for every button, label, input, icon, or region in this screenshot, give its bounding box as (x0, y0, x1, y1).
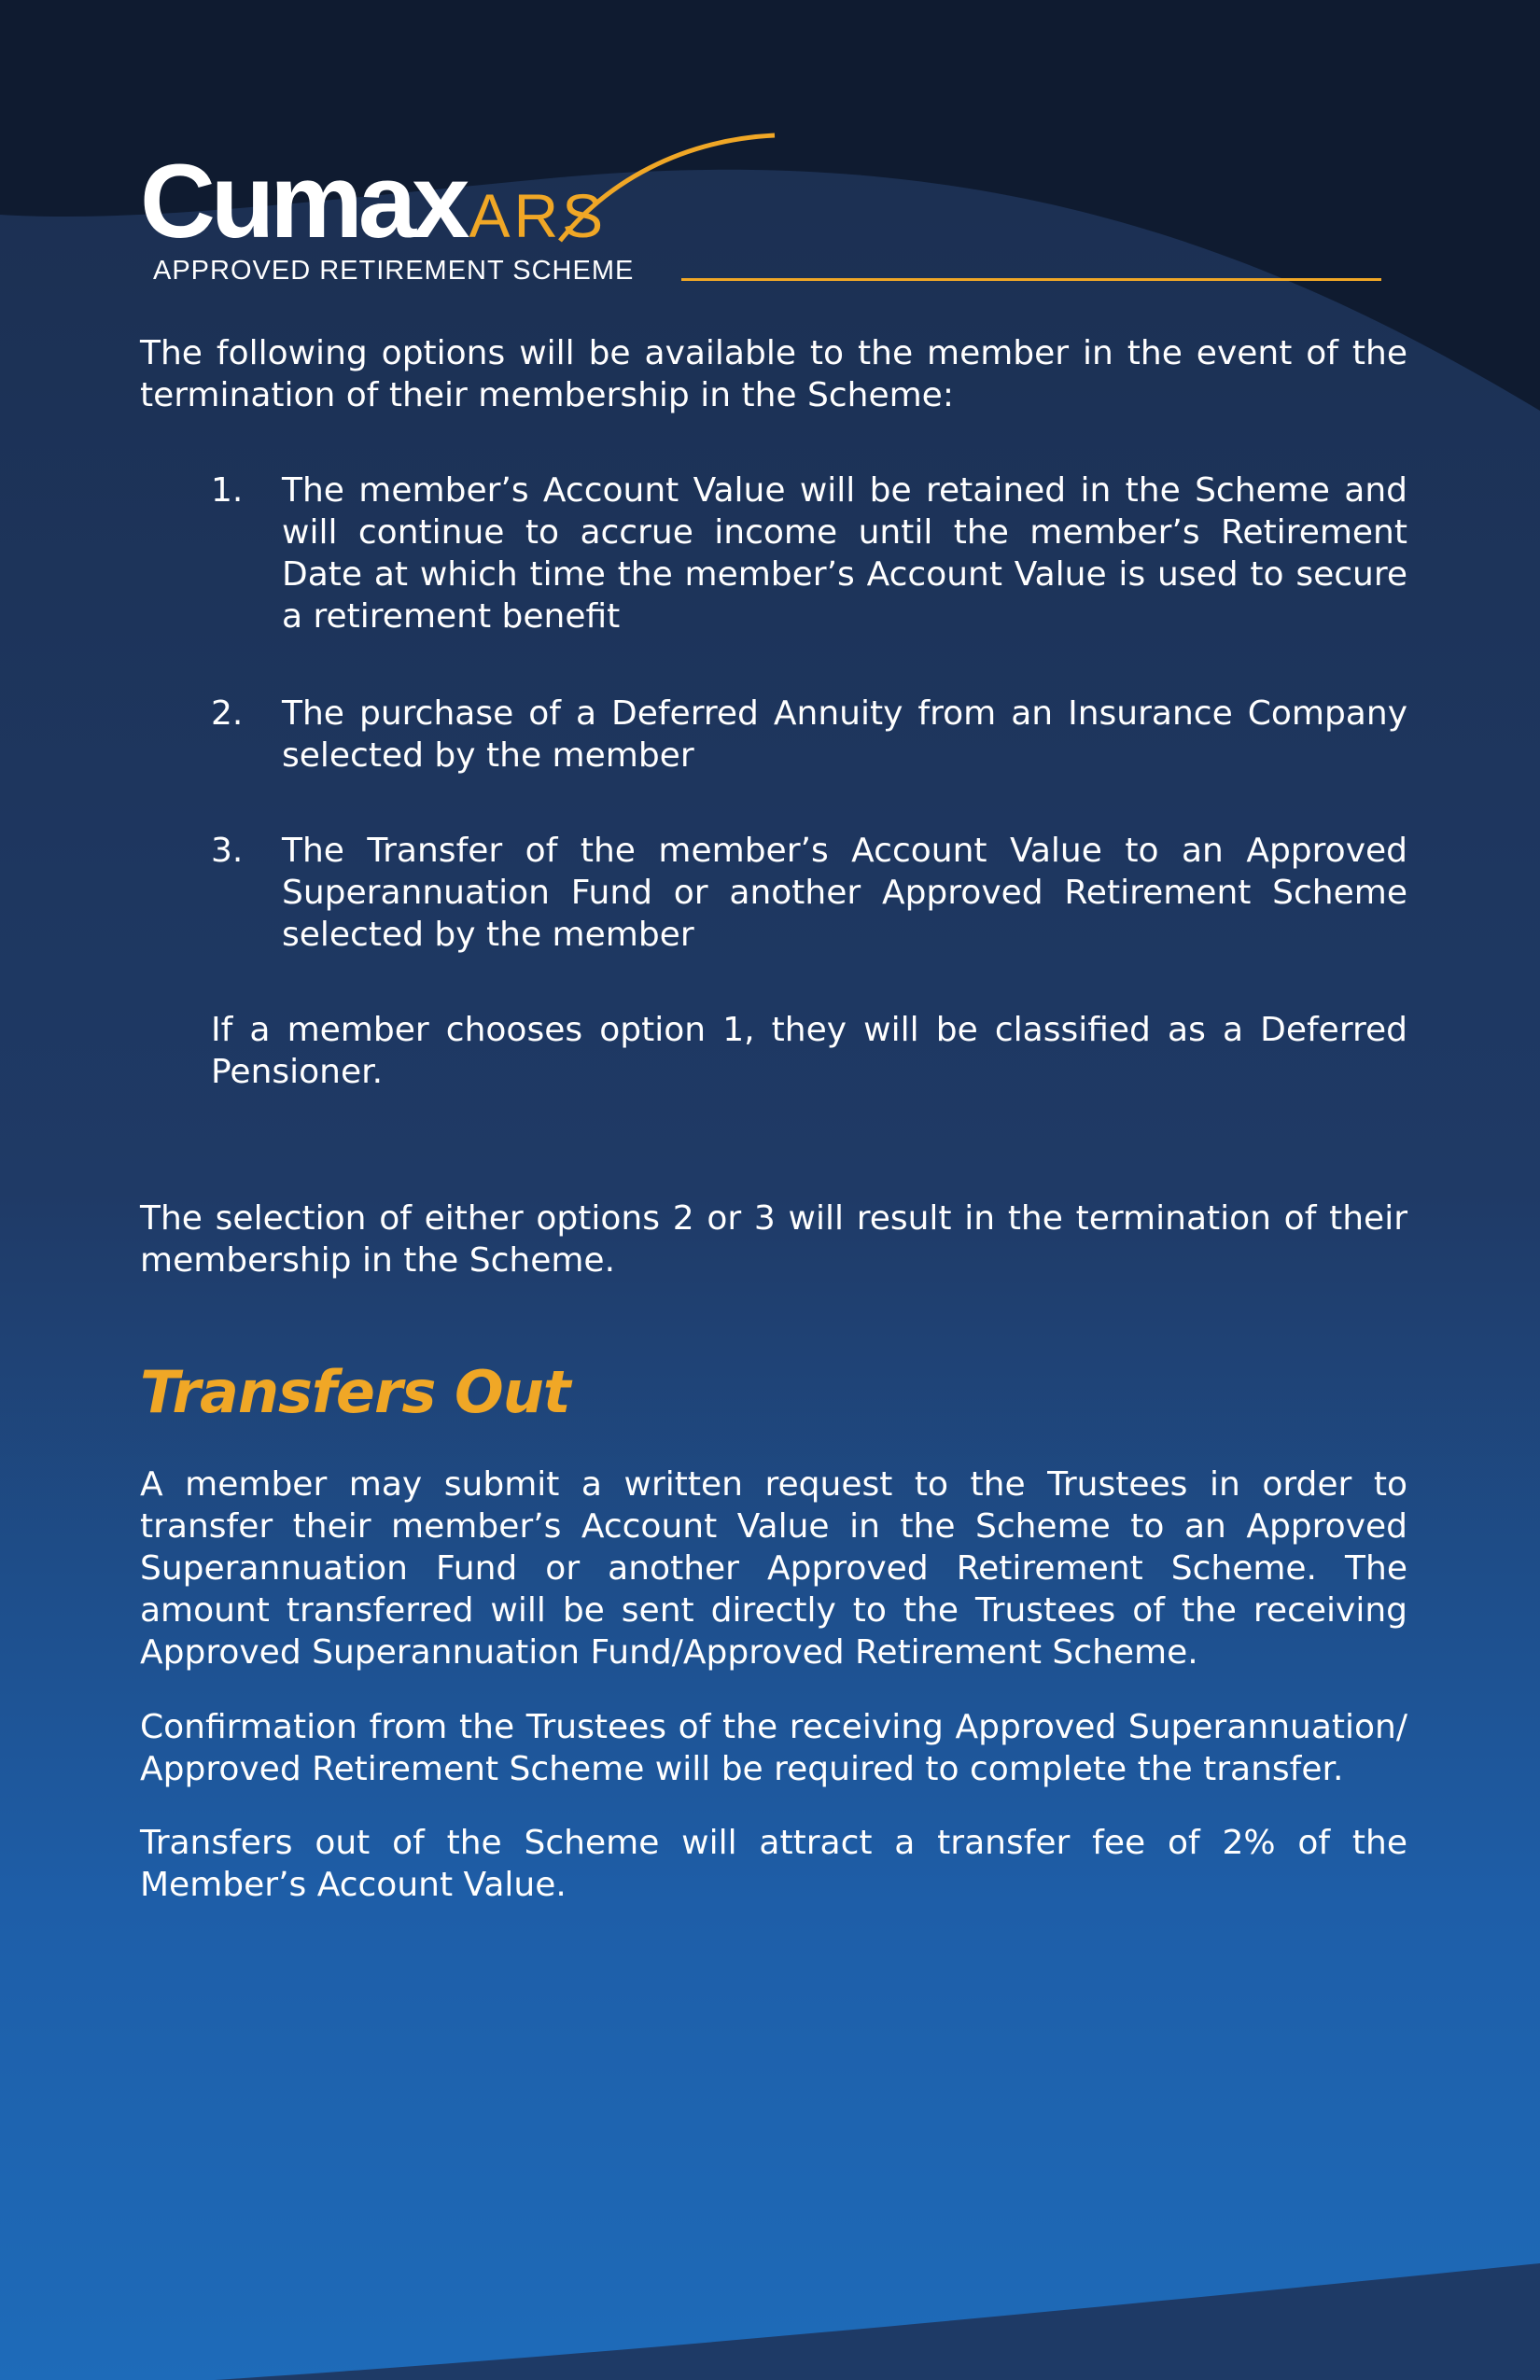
transfers-paragraph-1: A member may submit a written request to the Trustees in order to transfer their member’s Account Value in the Scheme to an Approved Superannuation Fund or another Approved Retirement Scheme. The amount transferred will be sent directly to the Trustees of the receiving Approved Superannuation Fund/Approved Retirement Scheme. (140, 1465, 1407, 1672)
option-text: The Transfer of the member’s Account Value to an Approved Superannuation Fund or another Approved Retirement Scheme selected by the member (282, 832, 1407, 954)
transfers-paragraph-3: Transfers out of the Scheme will attract a transfer fee of 2% of the Member’s Account Value. (140, 1824, 1407, 1904)
option-text: The member’s Account Value will be retained in the Scheme and will continue to accrue income until the member’s Retirement Date at which time the member’s Account Value is used to secure a retirement benefit (282, 471, 1407, 636)
option-number: 1. (211, 471, 244, 510)
transfers-out-heading: Transfers Out (140, 1358, 570, 1426)
logo-suffix: ARS (469, 181, 608, 250)
option-number: 3. (211, 832, 244, 870)
cumax-ars-logo (140, 131, 1381, 289)
logo-underline (681, 278, 1381, 281)
option1-note: If a member chooses option 1, they will be classified as a Deferred Pensioner. (211, 1011, 1407, 1091)
logo-wordmark (140, 143, 608, 259)
transfers-paragraph-2: Confirmation from the Trustees of the receiving Approved Superannuation/ Approved Retirement Scheme will be required to complete the transfer. (140, 1708, 1407, 1788)
option-text: The purchase of a Deferred Annuity from an Insurance Company selected by the member (282, 694, 1407, 775)
option-number: 2. (211, 694, 244, 733)
logo-brand: Cumax (140, 143, 466, 259)
intro-paragraph: The following options will be available to the member in the event of the termination of their membership in the Scheme: (140, 334, 1407, 414)
selection-note: The selection of either options 2 or 3 will result in the termination of their membership in the Scheme. (140, 1199, 1407, 1280)
logo-tagline: APPROVED RETIREMENT SCHEME (153, 256, 635, 286)
